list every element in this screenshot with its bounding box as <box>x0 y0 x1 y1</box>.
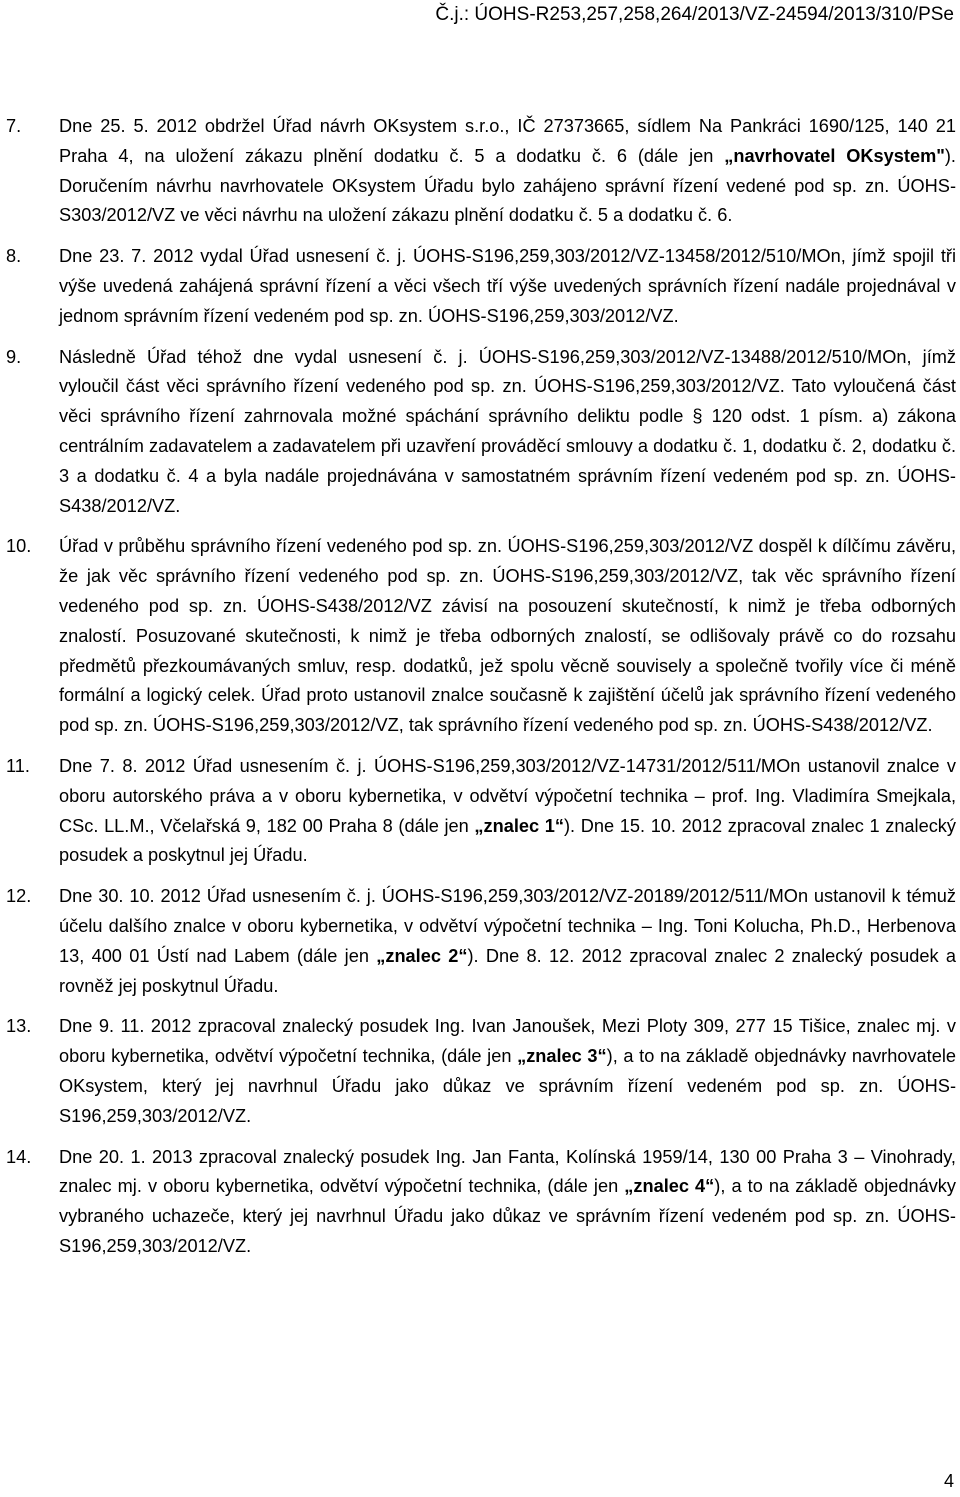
paragraph-text: ). Dne 15. 10. 2012 zpracoval znalec 1 znalecký posudek a poskytnul jej Úřadu. <box>59 815 956 866</box>
paragraph-number: 10. <box>6 536 32 557</box>
paragraph-text: Úřad v průběhu správního řízení vedeného pod sp. zn. ÚOHS-S196,259,303/2012/VZ dospěl k dílčímu závěru, že jak věc správního řízení vedeného pod sp. zn. ÚOHS-S196,259,303/2012/VZ, tak věc správního řízení vedeného pod sp. zn. ÚOHS-S438/2012/VZ závisí na posouzení skutečností, k nimž je třeba odborných znalostí. Posuzované skutečnosti, k nimž je třeba odborných znalostí, se odlišovaly právě co do rozsahu předmětů přezkoumávaných smluv, resp. dodatků, jež spolu věcně souvisely a společně tvořily více či méně formální a logický celek. Úřad proto ustanovil znalce současně k zajištění účelů jak správního řízení vedeného pod sp. zn. ÚOHS-S196,259,303/2012/VZ, tak správního řízení vedeného pod sp. zn. ÚOHS-S438/2012/VZ. <box>59 536 956 736</box>
numbered-paragraph <box>0 343 960 522</box>
paragraph-text: ), a to na základě objednávky navrhovatele OKsystem, který jej navrhnul Úřadu jako důkaz ve správním řízení vedeném pod sp. zn. ÚOHS-S196,259,303/2012/VZ. <box>59 1046 956 1126</box>
paragraph-number: 11. <box>6 755 30 776</box>
numbered-paragraph <box>0 752 960 871</box>
defined-term: „znalec 1“ <box>474 815 564 836</box>
paragraph-number: 14. <box>6 1146 32 1167</box>
numbered-paragraph <box>0 532 960 741</box>
paragraph-text: Dne 20. 1. 2013 zpracoval znalecký posudek Ing. Jan Fanta, Kolínská 1959/14, 130 00 Praha 3 – Vinohrady, znalec mj. v oboru kybernetika, odvětví výpočetní technika, (dále jen <box>59 1146 956 1197</box>
defined-term: „znalec 4“ <box>624 1176 715 1197</box>
document-reference: Č.j.: ÚOHS-R253,257,258,264/2013/VZ-24594/2013/310/PSe <box>435 4 954 25</box>
paragraph-number: 8. <box>6 246 22 267</box>
paragraph-text: Dne 9. 11. 2012 zpracoval znalecký posudek Ing. Ivan Janoušek, Mezi Ploty 309, 277 15 Tišice, znalec mj. v oboru kybernetika, odvětví výpočetní technika, (dále jen <box>59 1016 956 1067</box>
paragraph-text: Dne 23. 7. 2012 vydal Úřad usnesení č. j. ÚOHS-S196,259,303/2012/VZ-13458/2012/510/MOn, jímž spojil tři výše uvedená zahájená správní řízení a věci všech tří výše uvedených správních řízení nadále projednával v jednom správním řízení vedeném pod sp. zn. ÚOHS-S196,259,303/2012/VZ. <box>59 246 956 326</box>
paragraph-text: ), a to na základě objednávky vybraného uchazeče, který jej navrhnul Úřadu jako důkaz ve správním řízení vedeném pod sp. zn. ÚOHS-S196,259,303/2012/VZ. <box>59 1176 956 1256</box>
document-body <box>0 112 960 1273</box>
numbered-paragraph <box>0 242 960 331</box>
paragraph-number: 12. <box>6 886 32 907</box>
numbered-paragraph <box>0 882 960 1001</box>
paragraph-number: 7. <box>6 116 22 136</box>
defined-term: „znalec 2“ <box>376 945 468 966</box>
paragraph-number: 9. <box>6 346 22 367</box>
numbered-paragraph <box>0 1143 960 1262</box>
paragraph-text: Následně Úřad téhož dne vydal usnesení č. j. ÚOHS-S196,259,303/2012/VZ-13488/2012/510/MOn, jímž vyloučil část věci správního řízení vedeného pod sp. zn. ÚOHS-S196,259,303/2012/VZ. Tato vyloučená část věci správního řízení zahrnovala možné spáchání správního deliktu podle § 120 odst. 1 písm. a) zákona centrálním zadavatelem a zadavatelem při uzavření prováděcí smlouvy a dodatku č. 1, dodatku č. 2, dodatku č. 3 a dodatku č. 4 a byla nadále projednávána v samostatném správním řízení vedeném pod sp. zn. ÚOHS-S438/2012/VZ. <box>59 346 956 516</box>
paragraph-text: Dne 25. 5. 2012 obdržel Úřad návrh OKsystem s.r.o., IČ 27373665, sídlem Na Pankráci 1690/125, 140 21 Praha 4, na uložení zákazu plnění dodatku č. 5 a dodatku č. 6 (dále jen <box>59 116 956 166</box>
numbered-paragraph <box>0 1012 960 1131</box>
defined-term: „znalec 3“ <box>517 1046 607 1067</box>
page-number: 4 <box>943 1471 954 1491</box>
paragraph-text: Dne 30. 10. 2012 Úřad usnesením č. j. ÚOHS-S196,259,303/2012/VZ-20189/2012/511/MOn ustanovil k témuž účelu dalšího znalce v oboru kybernetika, v odvětví výpočetní technika – Ing. Toni Kolucha, Ph.D., Herbenova 13, 400 01 Ústí nad Labem (dále jen <box>59 886 956 966</box>
paragraph-text: ). Doručením návrhu navrhovatele OKsystem Úřadu bylo zahájeno správní řízení vedené pod sp. zn. ÚOHS-S303/2012/VZ ve věci návrhu na uložení zákazu plnění dodatku č. 5 a dodatku č. 6. <box>59 145 956 226</box>
numbered-paragraph <box>0 112 960 231</box>
paragraph-text: ). Dne 8. 12. 2012 zpracoval znalec 2 znalecký posudek a rovněž jej poskytnul Úřadu. <box>59 945 956 996</box>
defined-term: „navrhovatel OKsystem" <box>724 145 945 166</box>
paragraph-number: 13. <box>6 1016 32 1037</box>
paragraph-text: Dne 7. 8. 2012 Úřad usnesením č. j. ÚOHS-S196,259,303/2012/VZ-14731/2012/511/MOn ustanovil znalce v oboru autorského práva a v oboru kybernetika, v odvětví výpočetní technika – prof. Ing. Vladimíra Smejkala, CSc. LL.M., Včelařská 9, 182 00 Praha 8 (dále jen <box>59 755 956 836</box>
